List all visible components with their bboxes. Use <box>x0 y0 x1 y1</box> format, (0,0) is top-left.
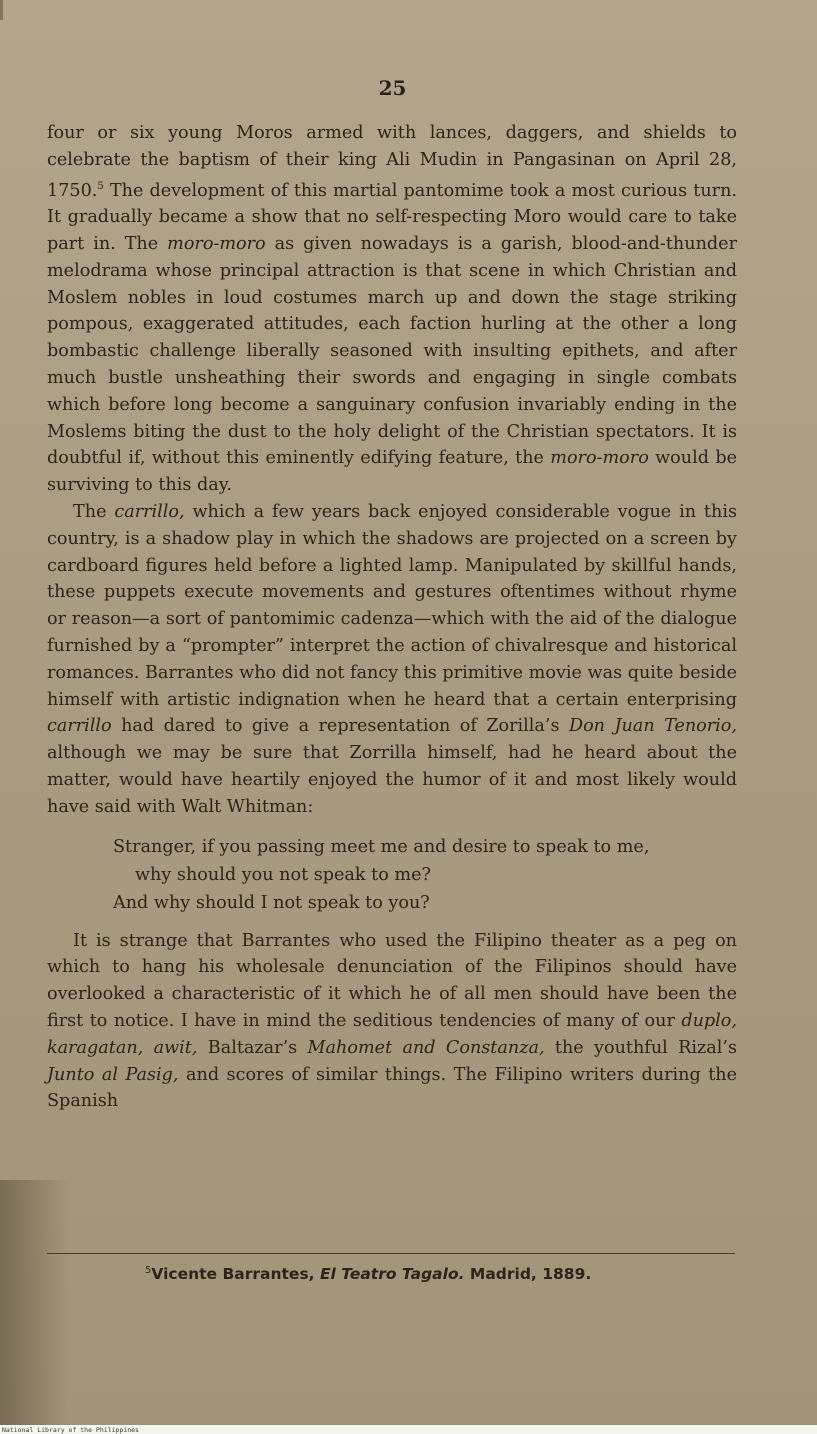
page-number: 25 <box>378 76 407 100</box>
page-top-edge <box>0 0 48 20</box>
verse-line-2: And why should I not speak to you? <box>113 892 430 913</box>
text-run: the youthful Rizal’s <box>544 1037 737 1058</box>
body-text <box>47 120 737 1115</box>
italic-term: carrillo <box>47 716 112 737</box>
italic-term: Junto al Pasig, <box>47 1064 179 1085</box>
paragraph-moro-moro <box>47 120 737 499</box>
footnote-rest: Madrid, 1889. <box>464 1265 592 1284</box>
text-run: The <box>73 502 115 523</box>
footnote <box>145 1265 591 1283</box>
verse-line-1: Stranger, if you passing meet me and desire to speak to me, <box>113 836 650 857</box>
verse-quote <box>113 833 737 917</box>
text-run: and scores of similar things. The Filipino writers during the Spanish <box>47 1064 738 1112</box>
footnote-rule <box>47 1253 735 1254</box>
footnote-reference: 5 <box>97 180 104 192</box>
footnote-marker: 5 <box>145 1265 152 1276</box>
text-run: as given nowadays is a garish, blood-and-thunder melodrama whose principal attraction is that scene in which Christian and Moslem nobles in loud costumes march up and down the stage striking pompous, exaggerated attitudes, each faction hurling at the other a long bombastic challenge liberally seasoned with insulting epithets, and after much bustle unsheathing their swords and engaging in single combats which before long become a sanguinary confusion invariably ending in the Moslems biting the dust to the holy delight of the Christian spectators. It is doubtful if, without this eminently edifying feature, the <box>47 234 737 469</box>
footnote-author: Vicente Barrantes, <box>151 1265 320 1284</box>
text-run: The development of this martial pantomime took a most curious turn. It gradually became a show that no self-respecting Moro would care to take part in. The <box>47 180 737 255</box>
verse-line-1-continued: why should you not speak to me? <box>135 864 431 885</box>
italic-term: Mahomet and Constanza, <box>307 1037 545 1058</box>
text-run: had dared to give a representation of Zorilla’s <box>111 716 569 737</box>
page-edge-shadow <box>0 1180 70 1425</box>
text-run: four or six young Moros armed with lances, daggers, and shields to celebrate the baptism of their king Ali Mudin in Pangasinan on April 28, 1750. <box>47 123 737 201</box>
footnote-title: El Teatro Tagalo. <box>319 1265 465 1284</box>
italic-term: moro-moro <box>550 448 649 469</box>
text-run: which a few years back enjoyed considerable vogue in this country, is a shadow play in which the shadows are projected on a screen by cardboard figures held before a lighted lamp. Manipulated by skillful hands, these puppets execute movements and gestures oftentimes without rhyme or reason—a sort of pantomimic cadenza—which with the aid of the dialogue furnished by a “prompter” interpret the action of chivalresque and historical romances. Barrantes who did not fancy this primitive movie was quite beside himself with artistic indignation when he heard that a certain enterprising <box>47 502 737 710</box>
italic-term: moro-moro <box>167 234 266 255</box>
text-run: would be surviving to this day. <box>47 448 737 496</box>
text-run: although we may be sure that Zorrilla himself, had he heard about the matter, would have heartily enjoyed the humor of it and most likely would have said with Walt Whitman: <box>47 743 737 817</box>
italic-term: Don Juan Tenorio, <box>568 716 737 737</box>
paragraph-seditious-tendencies <box>47 928 737 1116</box>
italic-term: duplo, karagatan, awit, <box>47 1010 737 1058</box>
text-run: It is strange that Barrantes who used the Filipino theater as a peg on which to hang his wholesale denunciation of the Filipinos should have overlooked a characteristic of it which he of all men should have been the first to notice. I have in mind the seditious tendencies of many of our <box>47 930 737 1031</box>
library-credit: National Library of the Philippines <box>2 1426 139 1434</box>
text-run: Baltazar’s <box>197 1037 308 1058</box>
italic-term: carrillo, <box>114 502 185 523</box>
paragraph-carrillo <box>47 499 737 821</box>
